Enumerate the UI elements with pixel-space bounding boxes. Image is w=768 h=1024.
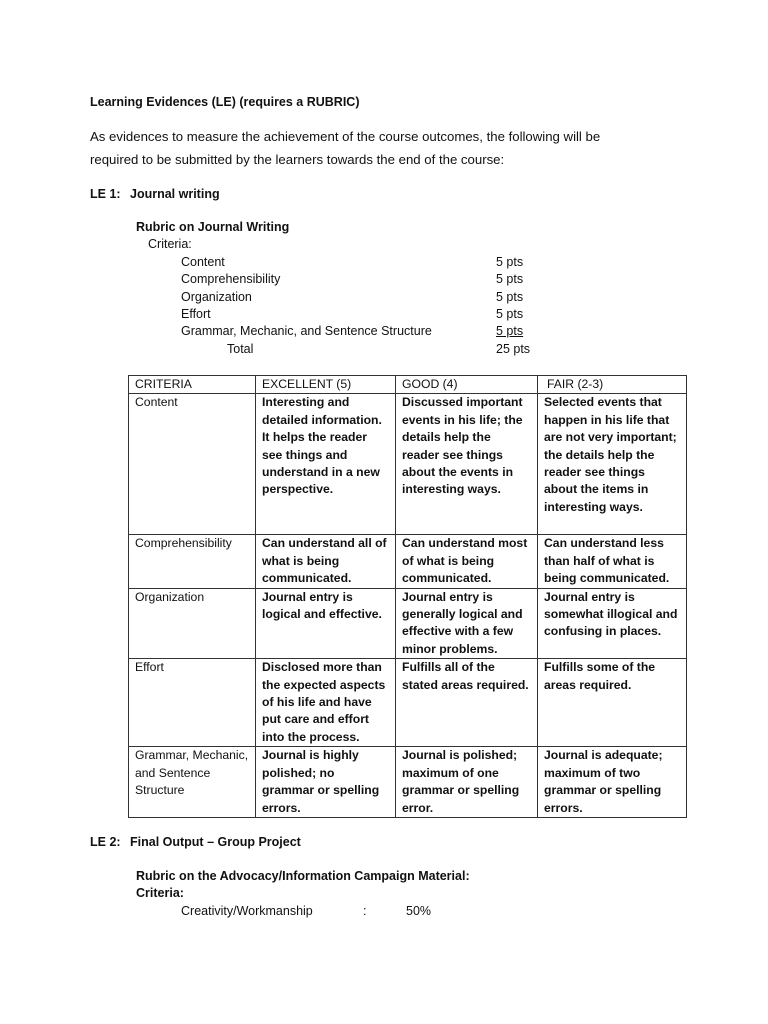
table-header-row bbox=[129, 376, 687, 394]
total-label: Total bbox=[227, 342, 254, 356]
le2-rubric-title: Rubric on the Advocacy/Information Campaign Material: bbox=[136, 869, 470, 883]
cell-good: Fulfills all of the stated areas required. bbox=[396, 659, 538, 747]
le1-label: LE 1: bbox=[90, 187, 121, 201]
cell-good: Journal entry is generally logical and effective with a few minor problems. bbox=[396, 588, 538, 659]
section-heading: Learning Evidences (LE) (requires a RUBRIC) bbox=[90, 95, 360, 109]
criterion-name: Effort bbox=[181, 307, 211, 321]
le1-criteria-label: Criteria: bbox=[148, 237, 192, 251]
table-row bbox=[129, 747, 687, 818]
le2-criterion-name: Creativity/Workmanship bbox=[181, 904, 313, 918]
criterion-points: 5 pts bbox=[496, 255, 524, 269]
le2-title: Final Output – Group Project bbox=[130, 835, 301, 849]
criterion-name: Grammar, Mechanic, and Sentence Structure bbox=[181, 324, 432, 338]
criterion-name: Organization bbox=[181, 290, 252, 304]
criterion-points: 5 pts bbox=[496, 324, 524, 338]
header-fair: FAIR (2-3) bbox=[538, 376, 687, 394]
criterion-points: 5 pts bbox=[496, 307, 524, 321]
intro-line-2: required to be submitted by the learners towards the end of the course: bbox=[90, 152, 505, 167]
le1-rubric-title: Rubric on Journal Writing bbox=[136, 220, 290, 234]
cell-excellent: Can understand all of what is being communicated. bbox=[256, 535, 396, 588]
cell-fair: Selected events that happen in his life that are not very important; the details help the reader see things about the items in interesting ways. bbox=[538, 394, 687, 535]
row-criterion: Organization bbox=[129, 588, 256, 659]
cell-excellent: Interesting and detailed information. It helps the reader see things and understand in a new perspective. bbox=[256, 394, 396, 535]
header-good: GOOD (4) bbox=[396, 376, 538, 394]
table-row bbox=[129, 535, 687, 588]
cell-excellent: Journal entry is logical and effective. bbox=[256, 588, 396, 659]
cell-excellent: Journal is highly polished; no grammar or spelling errors. bbox=[256, 747, 396, 818]
intro-line-1: As evidences to measure the achievement of the course outcomes, the following will be bbox=[90, 129, 601, 144]
header-excellent: EXCELLENT (5) bbox=[256, 376, 396, 394]
rubric-table bbox=[128, 375, 687, 818]
row-criterion: Content bbox=[129, 394, 256, 535]
criterion-points: 5 pts bbox=[496, 290, 524, 304]
cell-fair: Can understand less than half of what is being communicated. bbox=[538, 535, 687, 588]
cell-fair: Journal entry is somewhat illogical and confusing in places. bbox=[538, 588, 687, 659]
row-criterion: Effort bbox=[129, 659, 256, 747]
le1-title: Journal writing bbox=[130, 187, 220, 201]
row-criterion: Comprehensibility bbox=[129, 535, 256, 588]
cell-fair: Fulfills some of the areas required. bbox=[538, 659, 687, 747]
le2-criteria-label: Criteria: bbox=[136, 886, 184, 900]
table-row bbox=[129, 394, 687, 535]
total-points: 25 pts bbox=[496, 342, 531, 356]
cell-fair: Journal is adequate; maximum of two grammar or spelling errors. bbox=[538, 747, 687, 818]
le2-label: LE 2: bbox=[90, 835, 121, 849]
cell-excellent: Disclosed more than the expected aspects of his life and have put care and effort into the process. bbox=[256, 659, 396, 747]
header-criteria: CRITERIA bbox=[129, 376, 256, 394]
le2-criterion-value: 50% bbox=[406, 904, 432, 918]
cell-good: Discussed important events in his life; the details help the reader see things about the events in interesting ways. bbox=[396, 394, 538, 535]
table-row bbox=[129, 588, 687, 659]
cell-good: Journal is polished; maximum of one grammar or spelling error. bbox=[396, 747, 538, 818]
criterion-points: 5 pts bbox=[496, 272, 524, 286]
criterion-name: Content bbox=[181, 255, 225, 269]
cell-good: Can understand most of what is being communicated. bbox=[396, 535, 538, 588]
row-criterion: Grammar, Mechanic, and Sentence Structure bbox=[129, 747, 256, 818]
le2-criterion-separator: : bbox=[363, 904, 367, 918]
criterion-name: Comprehensibility bbox=[181, 272, 281, 286]
table-row bbox=[129, 659, 687, 747]
